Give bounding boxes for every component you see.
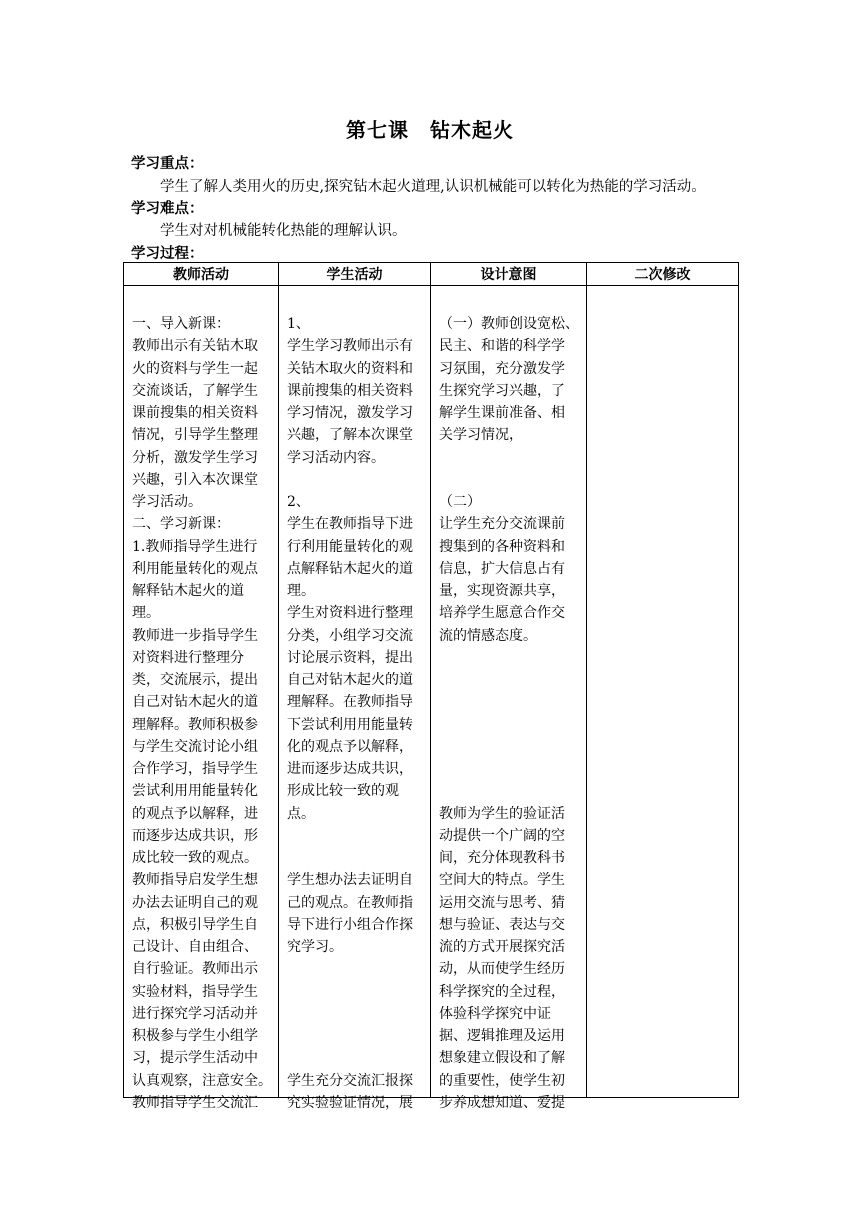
cell-line: 习，提示学生活动中: [132, 1050, 258, 1067]
cell-line: 信息，扩大信息占有: [439, 560, 565, 577]
cell-line: 学生学习教师出示有: [287, 338, 413, 355]
cell-line: [287, 469, 424, 491]
key-points-text: 学生了解人类用火的历史,探究钻木起火道理,认识机械能可以转化为热能的学习活动。: [160, 179, 706, 195]
cell-line: [439, 447, 580, 469]
cell-line: 想与验证、表达与交: [439, 916, 565, 933]
cell-line: 一、导入新课：: [132, 316, 230, 332]
cell-line: [439, 469, 580, 491]
cell-line: 合作学习，指导学生: [132, 761, 258, 777]
cell-line: 流的情感态度。: [439, 627, 537, 644]
cell-line: [439, 780, 580, 802]
cell-line: [287, 1025, 424, 1047]
header-second-revision: 二次修改: [587, 263, 739, 286]
teacher-activity-cell: [124, 286, 279, 1111]
cell-line: 兴趣，引入本次课堂: [132, 471, 258, 488]
cell-line: 2、: [287, 494, 310, 510]
cell-line: 教师指导启发学生想: [132, 872, 258, 889]
difficulty-label: 学习难点：: [131, 200, 204, 217]
cell-line: 的观点予以解释，进: [132, 805, 258, 822]
cell-line: 对资料进行整理分: [132, 649, 244, 666]
cell-line: 学习情况，激发学习: [287, 405, 413, 421]
cell-line: 解释钻木起火的道: [132, 583, 244, 599]
cell-line: 二、学习新课：: [132, 516, 230, 533]
header-student-activity: 学生活动: [279, 263, 431, 286]
cell-line: 进行探究学习活动并: [132, 1005, 258, 1022]
cell-line: [287, 825, 424, 847]
cell-line: 教师指导学生交流汇: [132, 1094, 258, 1111]
cell-line: 分析，激发学生学习: [132, 449, 258, 466]
cell-line: 学习活动。: [132, 494, 202, 510]
cell-line: 进而逐步达成共识，: [287, 761, 413, 777]
cell-line: [287, 981, 424, 1003]
cell-line: 民主、和谐的科学学: [439, 338, 565, 355]
cell-line: [439, 736, 580, 758]
cell-line: 动，从而使学生经历: [439, 961, 565, 978]
cell-line: 的重要性，使学生初: [439, 1072, 565, 1089]
cell-line: 积极参与学生小组学: [132, 1028, 258, 1044]
cell-line: 而逐步达成共识，形: [132, 827, 258, 844]
cell-line: [439, 714, 580, 736]
cell-line: 理。: [132, 605, 160, 622]
cell-line: 解学生课前准备、相: [439, 405, 565, 421]
cell-line: 自己对钻木起火的道: [287, 672, 413, 688]
cell-line: 1、: [287, 316, 310, 332]
cell-line: 体验科学探究中证: [439, 1005, 551, 1022]
cell-line: 据、逻辑推理及运用: [439, 1028, 565, 1044]
cell-line: 讨论展示资料，提出: [287, 649, 413, 666]
cell-line: 自行验证。教师出示: [132, 961, 258, 978]
cell-line: 类，交流展示，提出: [132, 672, 258, 688]
cell-line: 学生充分交流汇报探: [287, 1072, 413, 1089]
cell-line: 尝试利用用能量转化: [132, 783, 258, 800]
cell-line: 量，实现资源共享，: [439, 583, 565, 599]
cell-line: 与学生交流讨论小组: [132, 738, 258, 755]
cell-line: （二）: [439, 494, 481, 510]
cell-line: 步养成想知道、爱提: [439, 1094, 565, 1111]
cell-line: 自己对钻木起火的道: [132, 694, 258, 711]
cell-line: 办法去证明自己的观: [132, 894, 258, 911]
cell-line: [439, 758, 580, 780]
cell-line: 学习活动内容。: [287, 449, 385, 466]
cell-line: 己的观点。在教师指: [287, 894, 413, 911]
cell-line: 己设计、自由组合、: [132, 939, 258, 955]
cell-line: 教师进一步指导学生: [132, 627, 258, 644]
key-points-label: 学习重点：: [131, 155, 204, 172]
cell-line: [287, 1047, 424, 1069]
cell-line: 情况，引导学生整理: [132, 427, 258, 444]
cell-line: 行利用能量转化的观: [287, 538, 413, 555]
cell-line: 理解释。教师积极参: [132, 716, 258, 733]
cell-line: [287, 847, 424, 869]
difficulty-text: 学生对对机械能转化热能的理解认识。: [160, 223, 407, 239]
cell-line: 学生在教师指导下进: [287, 516, 413, 533]
cell-line: 教师出示有关钻木取: [132, 338, 258, 355]
cell-line: 学生对资料进行整理: [287, 605, 413, 622]
cell-line: [439, 647, 580, 669]
cell-line: 点解释钻木起火的道: [287, 560, 413, 577]
cell-line: 关钻木取火的资料和: [287, 360, 413, 377]
table-row: [124, 286, 739, 1098]
cell-line: [287, 1003, 424, 1025]
cell-line: 利用能量转化的观点: [132, 560, 258, 577]
cell-line: 化的观点予以解释，: [287, 738, 413, 755]
lesson-plan-table: [123, 262, 739, 1111]
cell-line: 搜集到的各种资料和: [439, 538, 565, 555]
cell-line: 究学习。: [287, 939, 343, 955]
cell-line: 间，充分体现教科书: [439, 850, 565, 866]
process-label: 学习过程：: [131, 245, 204, 262]
cell-line: 关学习情况，: [439, 427, 523, 444]
cell-line: 形成比较一致的观: [287, 783, 399, 800]
cell-line: [287, 958, 424, 980]
header-teacher-activity: 教师活动: [124, 263, 279, 286]
cell-line: 想象建立假设和了解: [439, 1050, 565, 1067]
cell-line: 让学生充分交流课前: [439, 516, 565, 533]
design-intent-cell: [431, 286, 587, 1111]
cell-line: 火的资料与学生一起: [132, 360, 258, 377]
cell-line: （一）教师创设宽松、: [439, 316, 579, 332]
cell-line: 点，积极引导学生自: [132, 916, 258, 933]
cell-line: 科学探究的全过程，: [439, 983, 565, 1000]
cell-line: 成比较一致的观点。: [132, 850, 258, 866]
cell-line: 动提供一个广阔的空: [439, 827, 565, 844]
cell-line: 点。: [287, 805, 315, 822]
cell-line: 流的方式开展探究活: [439, 939, 565, 955]
cell-line: 究实验验证情况，展: [287, 1094, 413, 1111]
cell-line: 理。: [287, 583, 315, 599]
cell-line: [439, 669, 580, 691]
cell-line: 理解释。在教师指导: [287, 694, 413, 711]
cell-line: 空间大的特点。学生: [439, 872, 565, 889]
cell-line: 下尝试利用用能量转: [287, 716, 413, 733]
cell-line: 课前搜集的相关资料: [287, 382, 413, 399]
cell-line: 分类，小组学习交流: [287, 627, 413, 644]
cell-line: 教师为学生的验证活: [439, 805, 565, 822]
cell-line: 学生想办法去证明自: [287, 872, 413, 889]
cell-line: 培养学生愿意合作交: [439, 605, 565, 622]
table-header-row: [124, 263, 739, 286]
page-title: 第七课 钻木起火: [346, 118, 514, 142]
student-activity-cell: [279, 286, 431, 1111]
cell-line: 兴趣，了解本次课堂: [287, 427, 413, 444]
cell-line: 实验材料，指导学生: [132, 983, 258, 1000]
cell-line: 运用交流与思考、猜: [439, 894, 565, 911]
second-revision-cell: [587, 286, 739, 1098]
cell-line: 交流谈话，了解学生: [132, 382, 258, 399]
cell-line: 认真观察，注意安全。: [132, 1072, 272, 1089]
cell-line: 导下进行小组合作探: [287, 916, 413, 933]
cell-line: 课前搜集的相关资料: [132, 405, 258, 421]
header-design-intent: 设计意图: [431, 263, 587, 286]
cell-line: 1.教师指导学生进行: [132, 538, 258, 555]
cell-line: 习氛围，充分激发学: [439, 360, 565, 377]
cell-line: 生探究学习兴趣，了: [439, 382, 565, 399]
cell-line: [439, 691, 580, 713]
